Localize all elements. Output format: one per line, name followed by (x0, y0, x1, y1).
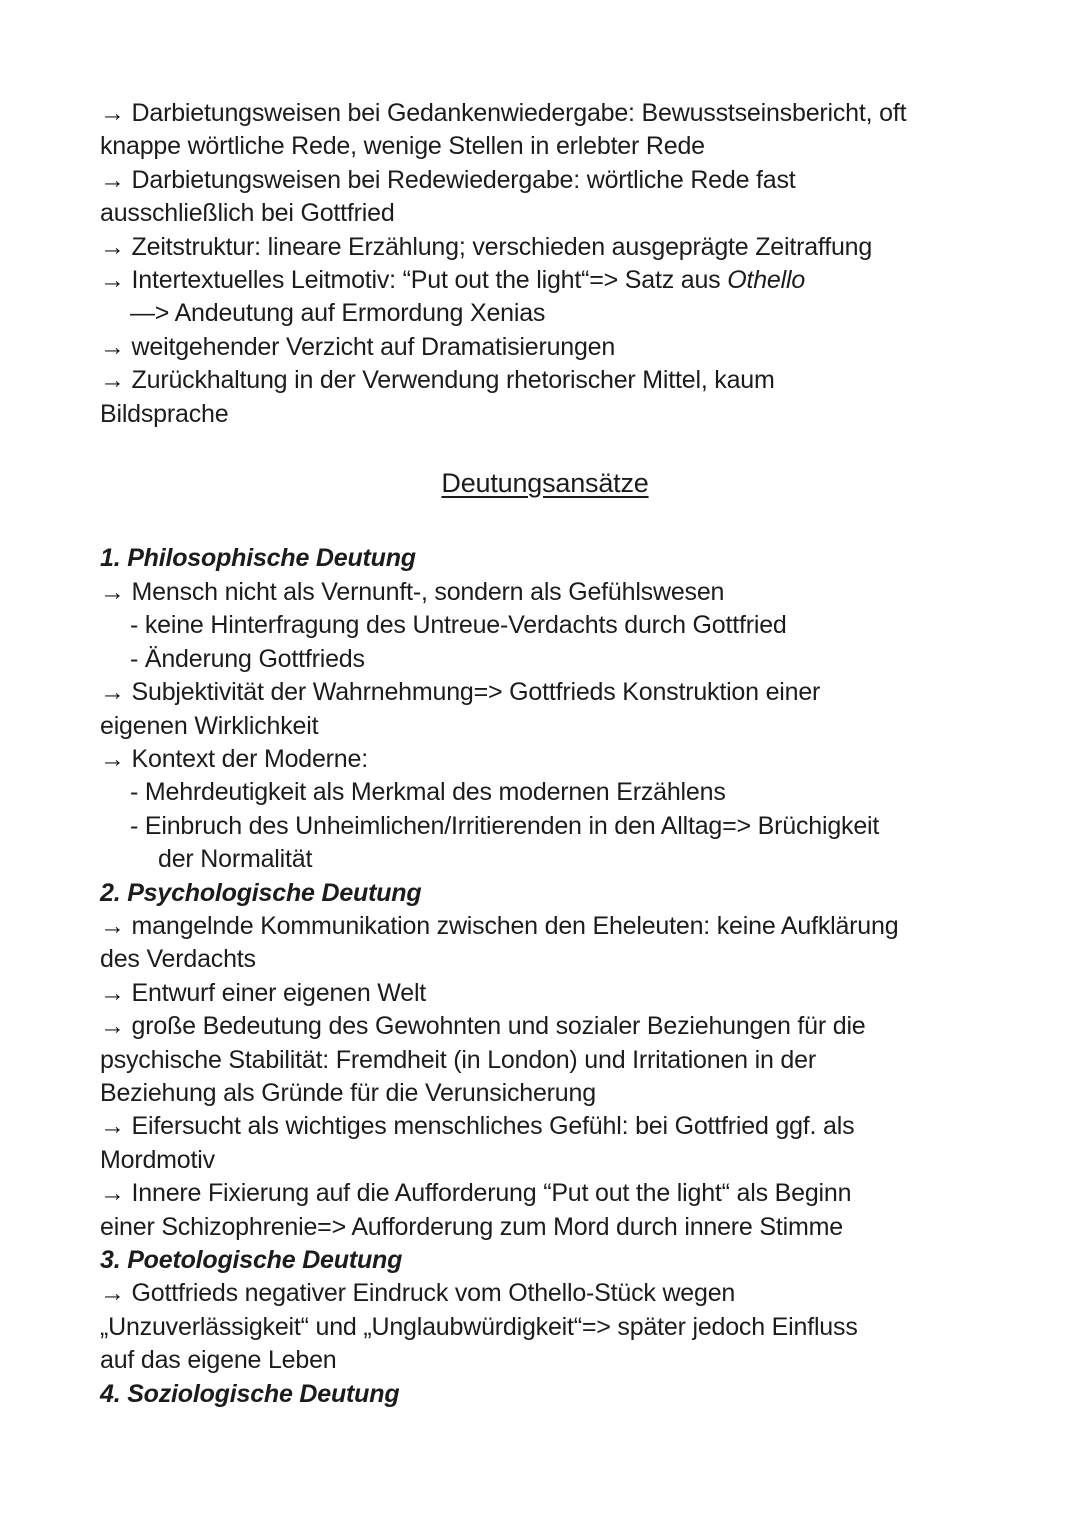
bullet-line: → Eifersucht als wichtiges menschliches Gefühl: bei Gottfried ggf. als (100, 1112, 855, 1141)
sub-item-line: —> Andeutung auf Ermordung Xenias (130, 299, 546, 328)
page-title (100, 467, 990, 500)
bullet-line: → große Bedeutung des Gewohnten und sozialer Beziehungen für die (100, 1012, 866, 1041)
bullet-line: → Zurückhaltung in der Verwendung rhetorischer Mittel, kaum (100, 366, 775, 395)
continuation-line: Bildsprache (100, 399, 229, 428)
continuation-line: Beziehung als Gründe für die Verunsicherung (100, 1078, 596, 1107)
bullet-line-text: → Intertextuelles Leitmotiv: “Put out the light“=> Satz aus (100, 266, 728, 295)
section-heading-soziologisch: 4. Soziologische Deutung (100, 1379, 400, 1408)
continuation-line: des Verdachts (100, 945, 256, 974)
bullet-line: → Zeitstruktur: lineare Erzählung; verschieden ausgeprägte Zeitraffung (100, 232, 873, 261)
continuation-line: psychische Stabilität: Fremdheit (in London) und Irritationen in der (100, 1045, 816, 1074)
continuation-line: knappe wörtliche Rede, wenige Stellen in erlebter Rede (100, 132, 705, 161)
bullet-line (100, 264, 990, 297)
continuation-line: Mordmotiv (100, 1145, 215, 1174)
bullet-line: → Entwurf einer eigenen Welt (100, 978, 427, 1007)
sub-item-line: - Mehrdeutigkeit als Merkmal des modernen Erzählens (130, 778, 726, 807)
bullet-line: → Subjektivität der Wahrnehmung=> Gottfrieds Konstruktion einer (100, 678, 821, 707)
bullet-line: → weitgehender Verzicht auf Dramatisierungen (100, 332, 616, 361)
section-heading-philosophisch: 1. Philosophische Deutung (100, 544, 416, 573)
othello-italic-text: Othello (727, 266, 806, 295)
section-heading-poetologisch: 3. Poetologische Deutung (100, 1246, 403, 1274)
sub-item-line: - keine Hinterfragung des Untreue-Verdachts durch Gottfried (130, 611, 787, 640)
bullet-line: → Mensch nicht als Vernunft-, sondern als Gefühlswesen (100, 577, 725, 606)
bullet-line: → Darbietungsweisen bei Redewiedergabe: wörtliche Rede fast (100, 165, 796, 194)
page-title-text: Deutungsansätze (441, 468, 649, 499)
sub-item-line: - Einbruch des Unheimlichen/Irritierenden in den Alltag=> Brüchigkeit (130, 811, 880, 840)
bullet-line: → Gottfrieds negativer Eindruck vom Othello-Stück wegen (100, 1279, 736, 1308)
bullet-line: → Innere Fixierung auf die Aufforderung “Put out the light“ als Beginn (100, 1179, 852, 1208)
section-heading-psychologisch: 2. Psychologische Deutung (100, 878, 422, 907)
continuation-line: „Unzuverlässigkeit“ und „Unglaubwürdigkeit“=> später jedoch Einfluss (100, 1312, 858, 1341)
sub-item-continuation-line: der Normalität (158, 845, 313, 874)
continuation-line: einer Schizophrenie=> Aufforderung zum Mord durch innere Stimme (100, 1212, 843, 1241)
bullet-line: → Darbietungsweisen bei Gedankenwiedergabe: Bewusstseinsbericht, oft (100, 99, 907, 127)
continuation-line: eigenen Wirklichkeit (100, 711, 319, 740)
continuation-line: ausschließlich bei Gottfried (100, 199, 395, 228)
continuation-line: auf das eigene Leben (100, 1346, 337, 1375)
bullet-line: → mangelnde Kommunikation zwischen den Eheleuten: keine Aufklärung (100, 911, 899, 940)
bullet-line: → Kontext der Moderne: (100, 744, 368, 773)
sub-item-line: - Änderung Gottfrieds (130, 644, 365, 673)
